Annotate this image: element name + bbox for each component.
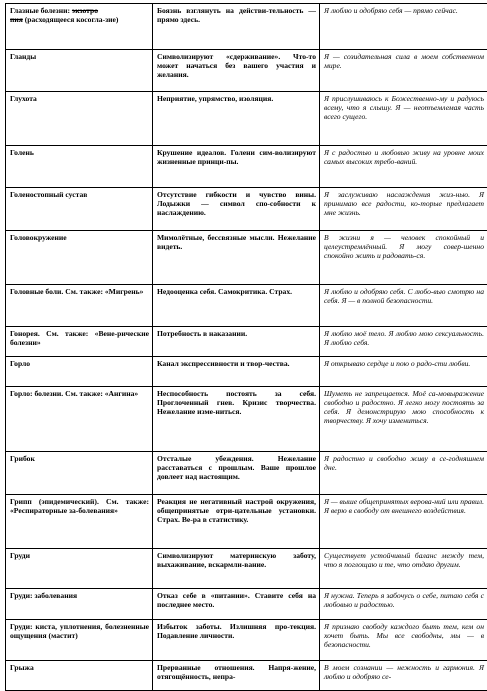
cause-cell: Избыток заботы. Излишняя про-текция. Подавление личности. [153,620,320,661]
affirmation-cell: Я прислушиваюсь к Божественно-му и радуюсь всему, что я слышу. Я — неотъемлемая часть всего сущего. [320,92,487,146]
table-row [6,620,487,661]
affirmation-cell: Я заслуживаю наслаждения жиз-нью. Я принимаю все радости, ко-торые предлагает мне жизнь. [320,188,487,231]
table-row [6,285,487,327]
affirmation-cell: В моем сознании — нежность и гармония. Я люблю и одобряю се- [320,661,487,691]
struck-text: пия [10,15,23,24]
cause-cell: Символизируют материнскую заботу, выхаживание, вскармли-вание. [153,549,320,589]
affirmation-cell: Я открываю сердце и пою о радо-сти любви. [320,357,487,387]
disease-cell: Груди: заболевания [6,589,153,620]
disease-cell: Голень [6,146,153,188]
cause-cell: Мимолётные, бессвязные мысли. Нежелание видеть. [153,231,320,285]
disease-text: Глазные болезни: [10,6,72,15]
disease-cell: Головные боли. См. также: «Мигрень» [6,285,153,327]
disease-cell: Глухота [6,92,153,146]
cause-cell: Символизируют «сдерживание». Что-то может начаться без вашего участия и желания. [153,50,320,92]
affirmation-cell: В жизни я — человек спокойный и целеустремлённый. Я могу совер-шенно спокойно жить и радовать-ся. [320,231,487,285]
disease-cell: Груди: киста, уплотнения, болезненные ощущения (мастит) [6,620,153,661]
disease-cell: Голеностопный сустав [6,188,153,231]
table-row [6,188,487,231]
disease-cell: Грибок [6,452,153,495]
affirmation-cell: Я радостно и свободно живу в се-годняшнем дне. [320,452,487,495]
cause-cell: Отсутствие гибкости и чувство вины. Лодыжки — символ спо-собности к наслаждению. [153,188,320,231]
affirmation-cell: Существует устойчивый баланс между тем, что я поглощаю и те, что отдаю другим. [320,549,487,589]
affirmation-cell: Я люблю моё тело. Я люблю мою сексуальность. Я люблю себя. [320,327,487,357]
table-row [6,146,487,188]
cause-cell: Потребность в наказании. [153,327,320,357]
cause-cell: Крушение идеалов. Голени сим-волизируют жизненные принци-пы. [153,146,320,188]
affirmation-cell: Я люблю и одобряю себя. С любо-вью смотрю на себя. Я — в полной безопасности. [320,285,487,327]
table-row [6,589,487,620]
cause-cell: Отсталые убеждения. Нежелание расставаться с прошлым. Ваше прошлое довлеет над настоящим. [153,452,320,495]
cause-cell: Прерванные отношения. Напря-жение, отягощённость, непра- [153,661,320,691]
disease-cell [6,4,153,50]
document-page [5,3,483,691]
affirmation-cell: Я нужна. Теперь я забочусь о себе, питаю себя с любовью и радостью. [320,589,487,620]
cause-cell: Неспособность постоять за себя. Проглоченный гнев. Кризис творчества. Нежелание изме-ниться. [153,387,320,452]
disease-cell: Горло [6,357,153,387]
affirmation-cell: Я люблю и одобряю себя — прямо сейчас. [320,4,487,50]
table-row [6,4,487,50]
affirmation-cell: Я — выше общепринятых верова-ний или правил. Я верю в свободу от внешнего воздействия. [320,495,487,549]
disease-cell: Грипп (эпидемический). См. также: «Респираторные за-болевания» [6,495,153,549]
table-row [6,549,487,589]
affirmation-cell: Я — созидательная сила в моем собственном мире. [320,50,487,92]
cause-cell: Отказ себе в «питании». Ставите себя на последнее место. [153,589,320,620]
table-row [6,327,487,357]
disease-cell: Грыжа [6,661,153,691]
table-row [6,50,487,92]
disease-cell: Горло: болезни. См. также: «Ангина» [6,387,153,452]
table-row [6,495,487,549]
cause-cell: Боязнь взглянуть на действи-тельность — прямо здесь. [153,4,320,50]
diseases-table [5,3,487,691]
table-row [6,92,487,146]
cause-cell: Канал экспрессивности и твор-чества. [153,357,320,387]
cause-cell: Реакция не негативный настрой окружения, общепринятые отри-цательные установки. Страх. Ве-ра в статистику. [153,495,320,549]
affirmation-cell: Я признаю свободу каждого быть тем, кем он хочет быть. Мы все свободны, мы — в безопасности. [320,620,487,661]
affirmation-cell: Шуметь не запрещается. Моё са-мовыражение свободно и радостно. Я легко могу постоять за себя. Я демонстрирую мою способность к творчеству. Я хочу измениться. [320,387,487,452]
struck-text: экзотро [72,6,98,15]
disease-cell: Гонорея. См. также: «Вене-рические болезни» [6,327,153,357]
cause-cell: Неприятие, упрямство, изоляция. [153,92,320,146]
disease-cell: Головокружение [6,231,153,285]
disease-cell: Гланды [6,50,153,92]
cause-cell: Недооценка себя. Самокритика. Страх. [153,285,320,327]
disease-text: (расходящееся косогла-зие) [23,15,119,24]
table-row [6,387,487,452]
disease-cell: Груди [6,549,153,589]
affirmation-cell: Я с радостью и любовью живу на уровне моих самых высоких требо-ваний. [320,146,487,188]
table-row [6,357,487,387]
table-row [6,231,487,285]
table-row [6,661,487,691]
table-row [6,452,487,495]
